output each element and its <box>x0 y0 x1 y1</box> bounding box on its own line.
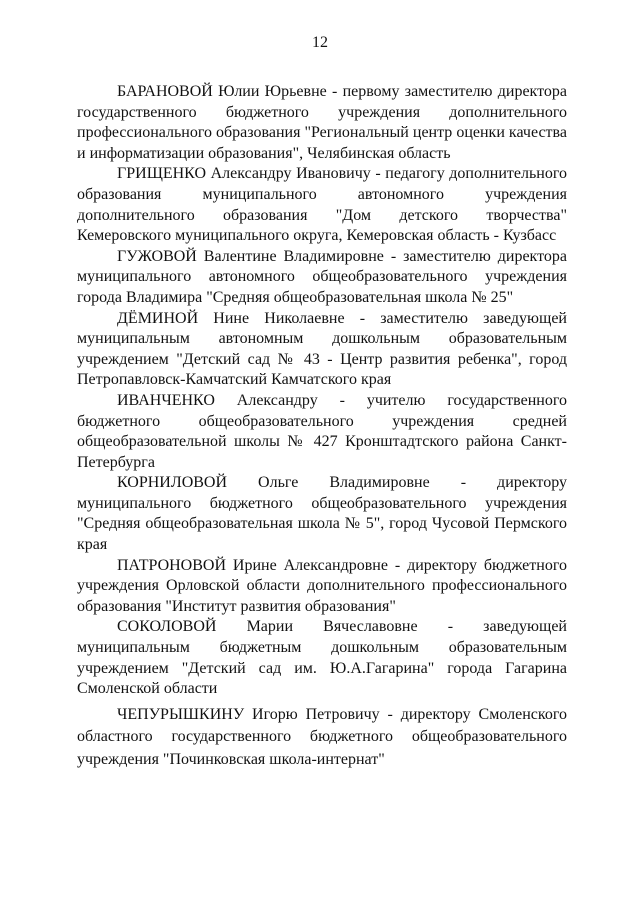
list-item: ПАТРОНОВОЙ Ирине Александровне - директору бюджетного учреждения Орловской области дополнительного профессионального образования "Институт развития образования" <box>77 556 567 615</box>
list-item: ЧЕПУРЫШКИНУ Игорю Петровичу - директору Смоленского областного государственного бюджетного общеобразовательного учреждения "Починковская школа-интернат" <box>77 705 567 768</box>
list-item: ИВАНЧЕНКО Александру - учителю государственного бюджетного общеобразовательного учреждения средней общеобразовательной школы № 427 Кронштадтского района Санкт-Петербурга <box>77 391 567 471</box>
list-item: ГУЖОВОЙ Валентине Владимировне - заместителю директора муниципального автономного общеобразовательного учреждения города Владимира "Средняя общеобразовательная школа № 25" <box>77 247 567 306</box>
list-item: СОКОЛОВОЙ Марии Вячеславовне - заведующей муниципальным бюджетным дошкольным образовательным учреждением "Детский сад им. Ю.А.Гагарина" города Гагарина Смоленской области <box>77 618 567 698</box>
award-list <box>77 82 567 771</box>
page-number: 12 <box>312 34 328 51</box>
list-item: БАРАНОВОЙ Юлии Юрьевне - первому заместителю директора государственного бюджетного учреждения дополнительного профессионального образования "Региональный центр оценки качества и информатизации образования", Челябинская область <box>77 83 567 162</box>
list-item: ГРИЩЕНКО Александру Ивановичу - педагогу дополнительного образования муниципального автономного учреждения дополнительного образования "Дом детского творчества" Кемеровского муниципального округа, Кемеровская область - Кузбасс <box>77 165 567 245</box>
list-item: ДЁМИНОЙ Нине Николаевне - заместителю заведующей муниципальным автономным дошкольным образовательным учреждением "Детский сад № 43 - Центр развития ребенка", город Петропавловск-Камчатский Камчатского края <box>77 309 567 389</box>
list-item: КОРНИЛОВОЙ Ольге Владимировне - директору муниципального бюджетного общеобразовательного учреждения "Средняя общеобразовательная школа № 5", город Чусовой Пермского края <box>77 474 567 554</box>
